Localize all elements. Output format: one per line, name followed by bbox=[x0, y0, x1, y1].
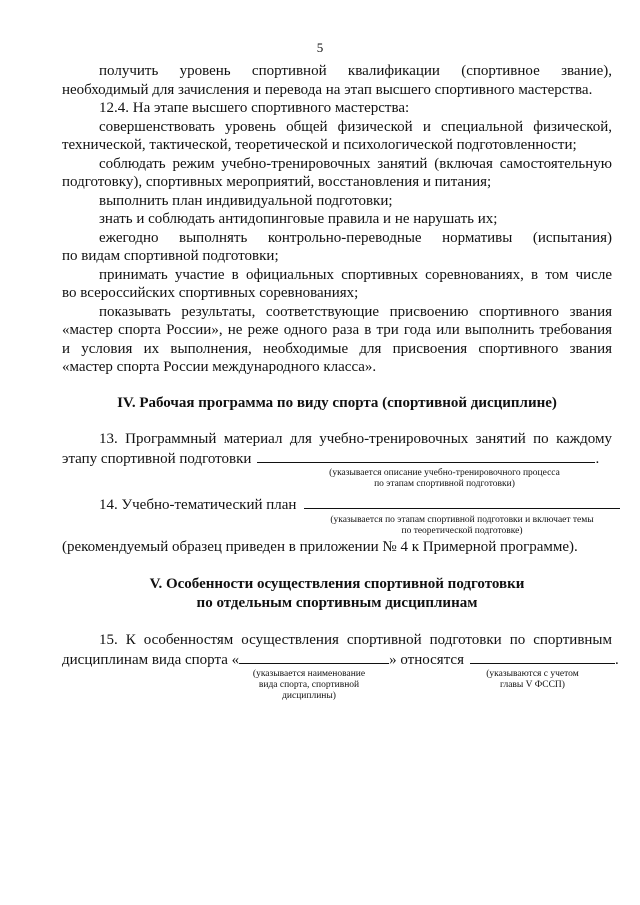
item-14-recommendation: (рекомендуемый образец приведен в приложении № 4 к Примерной программе). bbox=[62, 538, 578, 555]
item-13-period: . bbox=[595, 450, 600, 467]
item-13-note-line-1: (указывается описание учебно-тренировочного процесса bbox=[329, 468, 560, 478]
item-13-blank bbox=[257, 449, 595, 463]
section-5-title-line-1: V. Особенности осуществления спортивной подготовки bbox=[149, 576, 525, 592]
section-4-title: IV. Рабочая программа по виду спорта (спортивной дисциплине) bbox=[117, 394, 557, 411]
para-7-line-1: показывать результаты, соответствующие присвоению спортивного звания bbox=[99, 303, 612, 320]
para-5-line-2: по видам спортивной подготовки; bbox=[62, 248, 279, 264]
item-15-note-right-line-1: (указываются с учетом bbox=[486, 669, 579, 679]
para-7-line-4: «мастер спорта России международного класса». bbox=[62, 359, 377, 375]
item-13-line-1: 13. Программный материал для учебно-тренировочных занятий по каждому bbox=[99, 431, 612, 447]
item-15-blank-sport bbox=[239, 650, 389, 664]
item-14-note-line-2: по теоретической подготовке) bbox=[401, 525, 523, 536]
para-2-line-2: подготовку), спортивных мероприятий, восстановления и питания; bbox=[62, 174, 492, 190]
item-15-note-left-line-3: дисциплины) bbox=[282, 691, 336, 701]
item-15-blank-features bbox=[470, 650, 615, 664]
intro-line-1: получить уровень спортивной квалификации (спортивное звание), bbox=[99, 63, 612, 79]
para-4: знать и соблюдать антидопинговые правила и не нарушать их; bbox=[99, 211, 498, 227]
item-14-note bbox=[302, 515, 622, 537]
page-number: 5 bbox=[316, 40, 324, 55]
item-13-text: этапу спортивной подготовки bbox=[62, 450, 252, 467]
item-15-line-1: 15. К особенностям осуществления спортивной подготовки по спортивным bbox=[99, 632, 612, 648]
item-15-text-a: дисциплинам вида спорта « bbox=[62, 651, 240, 668]
para-2-line-1: соблюдать режим учебно-тренировочных занятий (включая самостоятельную bbox=[99, 155, 612, 172]
item-14-note-line-1: (указывается по этапам спортивной подготовки и включает темы bbox=[330, 514, 594, 525]
para-3: выполнить план индивидуальной подготовки; bbox=[99, 192, 393, 209]
item-13-note bbox=[272, 468, 617, 490]
item-15-period: . bbox=[615, 651, 619, 668]
item-15-line-2 bbox=[62, 650, 619, 670]
para-7-line-2: «мастер спорта России», не реже одного раза в три года или выполнить требования bbox=[62, 322, 612, 338]
para-1-line-1: совершенствовать уровень общей физической и специальной физической, bbox=[99, 118, 612, 135]
item-15-note-right bbox=[460, 669, 605, 691]
item-14-blank bbox=[304, 495, 620, 509]
item-13-note-line-2: по этапам спортивной подготовки) bbox=[374, 479, 515, 489]
item-12-4-heading: 12.4. На этапе высшего спортивного мастерства: bbox=[99, 100, 410, 116]
para-6-line-1: принимать участие в официальных спортивных соревнованиях, в том числе bbox=[99, 266, 612, 283]
para-1-line-2: технической, тактической, теоретической и психологической подготовленности; bbox=[62, 137, 577, 153]
item-15-note-left bbox=[234, 669, 384, 702]
item-14-line bbox=[62, 495, 612, 515]
item-13-line-2 bbox=[62, 449, 612, 469]
item-15-text-b: » относятся bbox=[389, 651, 464, 668]
para-5-line-1: ежегодно выполнять контрольно-переводные нормативы (испытания) bbox=[99, 229, 612, 246]
item-14-text: 14. Учебно-тематический план bbox=[99, 497, 297, 513]
item-15-note-left-line-1: (указывается наименование bbox=[252, 669, 366, 679]
item-15-note-left-line-2: вида спорта, спортивной bbox=[258, 680, 360, 690]
item-15-note-right-line-2: главы V ФССП) bbox=[500, 680, 565, 690]
intro-line-2: необходимый для зачисления и перевода на этап высшего спортивного мастерства. bbox=[62, 81, 593, 98]
item-15-notes bbox=[62, 669, 612, 709]
section-5-title-line-2: по отдельным спортивным дисциплинам bbox=[196, 594, 478, 611]
para-7-line-3: и условия их выполнения, необходимые для присвоения спортивного звания bbox=[62, 340, 612, 357]
para-6-line-2: во всероссийских спортивных соревнованиях; bbox=[62, 285, 359, 301]
document-body bbox=[62, 62, 619, 709]
